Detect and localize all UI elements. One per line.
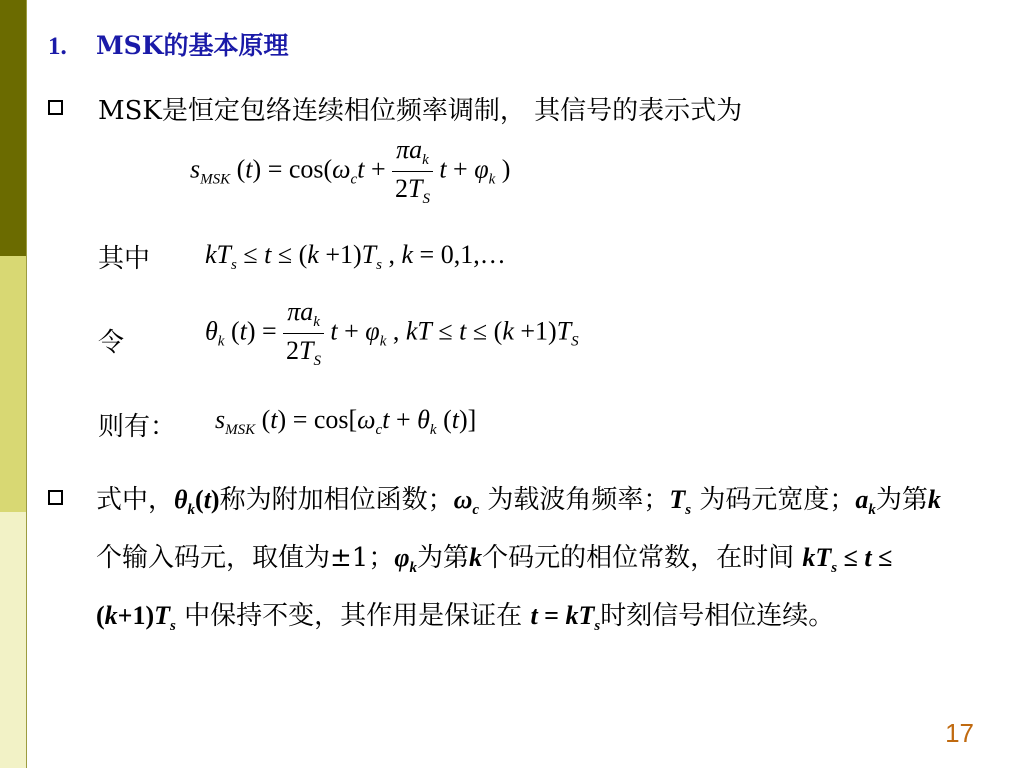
checkbox-bullet-icon xyxy=(48,100,63,115)
slide-title xyxy=(48,26,288,62)
equation-signal: $s_{MSK}$ $(t) = \cos(\omega_ct$ + $\frac{\pi a_k}{2T_S}$ $t + \varphi_k$ ) xyxy=(190,135,511,207)
fraction: $\frac{\pi a_k}{2T_S}$ xyxy=(392,135,433,208)
left-bar-dark xyxy=(0,0,26,256)
equation-theta: $\theta_k$ (t) = $\frac{\pi a_k}{2T_S}$ $t + \varphi_k$ , kT ≤ $t \le (k +1)T_S$ xyxy=(205,297,579,369)
intro-text: MSK是恒定包络连续相位频率调制， 其信号的表示式为 xyxy=(98,96,743,126)
fraction: $\frac{\pi a_k}{2T_S}$ xyxy=(283,297,324,370)
left-divider xyxy=(26,0,27,768)
label-zeyou: 则有： xyxy=(98,412,177,442)
equation-range: $kT_s \le t \le (k +1)T_s$ , k = 0,1,… xyxy=(205,240,506,273)
label-qizhong: 其中 xyxy=(98,244,151,274)
left-bar-mid xyxy=(0,256,26,512)
equation-result: $s_{MSK}$ $(t) = \cos[\omega_ct + \theta_k$ (t)] xyxy=(215,405,477,438)
left-bar-light xyxy=(0,512,26,768)
explanation-paragraph: 式中，$\theta_k(t)$称为附加相位函数；$\omega_c$ 为载波角频率；$T_s$ 为码元宽度；$a_k$为第k个输入码元，取值为±1；$\varphi_k$为第k个码元的相位常数，在时间 $kT_s \le t \le (k+1)T_s$ 中保持不变，其作用是保证在 $t = kT_s$时刻信号相位连续。 xyxy=(96,485,941,634)
label-ling: 令 xyxy=(98,328,125,358)
bullet-2 xyxy=(48,484,63,510)
page-number: 17 xyxy=(945,718,974,748)
checkbox-bullet-icon xyxy=(48,490,63,505)
title-text: MSK的基本原理 xyxy=(96,31,289,60)
title-number: 1. xyxy=(48,33,67,60)
bullet-1 xyxy=(48,94,63,120)
